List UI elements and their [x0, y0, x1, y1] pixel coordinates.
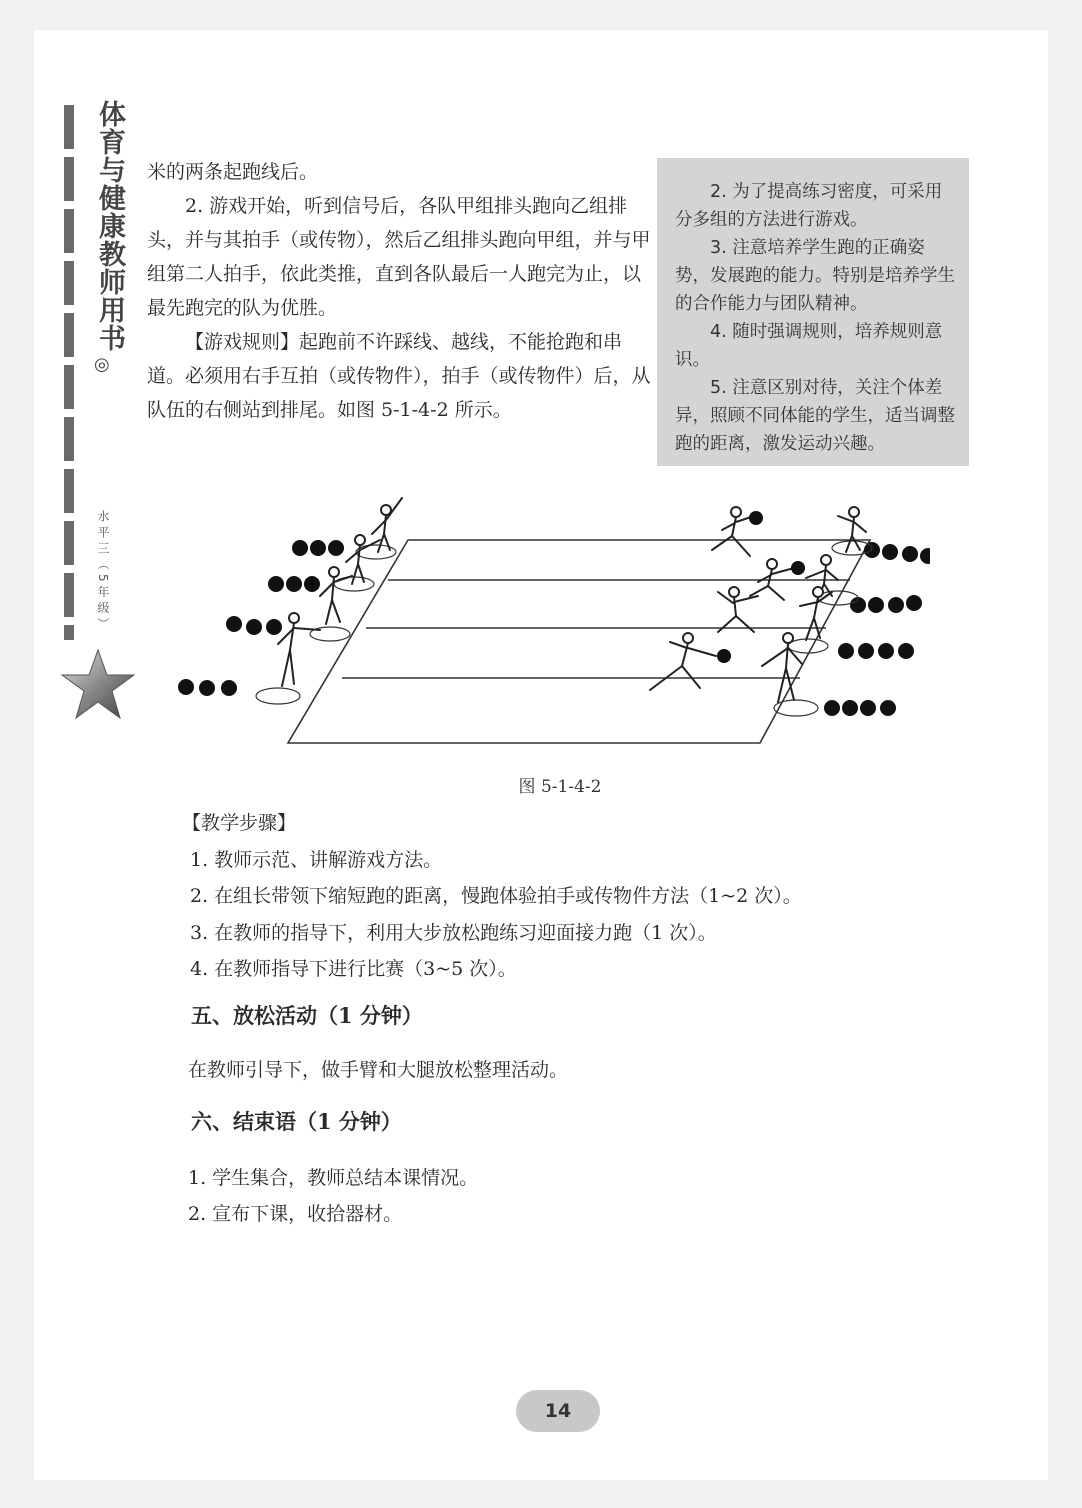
paragraph-rules: 【游戏规则】起跑前不许踩线、越线，不能抢跑和串道。必须用右手互拍（或传物件），拍手（或传物件）后，从队伍的右侧站到排尾。如图 5-1-4-2 所示。: [147, 331, 651, 421]
note-3: 3. 注意培养学生跑的正确姿势，发展跑的能力。特别是培养学生的合作能力与团队精神。: [675, 238, 955, 314]
book-title: 体育与健康教师用书: [94, 100, 125, 352]
runner-figures: [278, 498, 866, 702]
runner-figure: [838, 507, 866, 552]
book-title-symbol: ◎: [94, 354, 110, 375]
teaching-steps: [182, 805, 962, 988]
runner-figure: [650, 633, 716, 690]
relay-field-illustration: [170, 488, 930, 756]
note-5: 5. 注意区别对待，关注个体差异，照顾不同体能的学生，适当调整跑的距离，激发运动兴趣。: [675, 378, 955, 454]
runner-figure: [762, 633, 802, 702]
grade-level: 水平三（5年级）: [96, 510, 110, 634]
runner-figure: [278, 613, 320, 686]
step-item: 4. 在教师指导下进行比赛（3~5 次）。: [190, 958, 517, 980]
runner-figure: [800, 587, 832, 640]
runner-figure: [712, 507, 754, 556]
figure-caption: 图 5-1-4-2: [518, 777, 602, 797]
team-dots-left: [178, 540, 344, 696]
section-6-item: 1. 学生集合，教师总结本课情况。: [188, 1167, 479, 1189]
paragraph-2: 2. 游戏开始，听到信号后，各队甲组排头跑向乙组排头，并与其拍手（或传物），然后乙组排头跑向甲组，并与甲组第二人拍手，依此类推，直到各队最后一人跑完为止，以最先跑完的队为优胜。: [147, 195, 651, 319]
section-6-heading: 六、结束语（1 分钟）: [191, 1109, 402, 1134]
step-item: 1. 教师示范、讲解游戏方法。: [190, 848, 443, 871]
step-item: 3. 在教师的指导下，利用大步放松跑练习迎面接力跑（1 次）。: [190, 921, 717, 944]
section-5-heading: 五、放松活动（1 分钟）: [191, 1003, 423, 1028]
page-number: 14: [516, 1390, 600, 1432]
runner-figure: [320, 567, 352, 624]
paragraph-1: 米的两条起跑线后。: [147, 161, 319, 183]
note-2: 2. 为了提高练习密度，可采用分多组的方法进行游戏。: [675, 182, 943, 230]
star-icon: [60, 648, 136, 720]
section-5-text: 在教师引导下，做手臂和大腿放松整理活动。: [188, 1059, 569, 1081]
team-dots-right: [824, 542, 930, 716]
body-text: [147, 155, 652, 427]
section-6-item: 2. 宣布下课，收拾器材。: [188, 1203, 403, 1225]
teaching-notes-box: [657, 158, 969, 466]
step-item: 2. 在组长带领下缩短跑的距离，慢跑体验拍手或传物件方法（1~2 次）。: [190, 885, 802, 907]
spine-bar: [64, 105, 74, 640]
section-6-list: [188, 1160, 478, 1232]
runner-figure: [372, 498, 402, 552]
note-4: 4. 随时强调规则，培养规则意识。: [675, 322, 943, 370]
steps-heading: 【教学步骤】: [182, 812, 297, 834]
